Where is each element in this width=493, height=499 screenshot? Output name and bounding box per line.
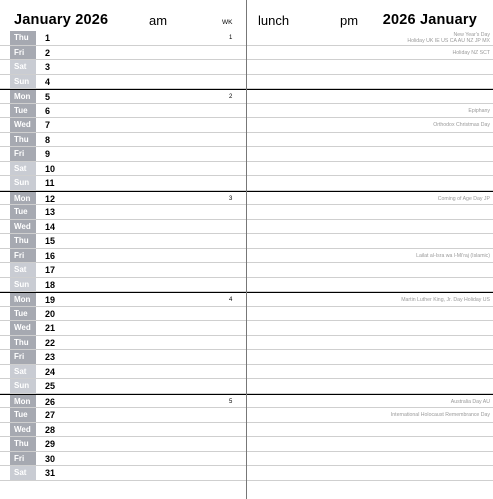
center-divider [246,0,247,499]
holiday-note: Holiday NZ SCT [452,49,490,56]
week-number: 1 [229,35,233,41]
day-of-week-label: Sun [10,75,36,89]
date-number: 22 [45,337,56,348]
day-of-week-label: Mon [10,395,36,408]
pm-label: pm [340,13,359,28]
date-number: 10 [45,163,56,174]
holiday-note: Lailat al-Isra wa l-Mi'raj (Islamic) [416,252,490,259]
date-number: 18 [45,279,56,290]
month-title-right: 2026 January [382,12,477,28]
day-of-week-label: Tue [10,104,36,118]
date-number: 3 [45,62,51,72]
day-of-week-label: Sat [10,466,36,480]
holiday-note: New Year's Day Holiday UK IE US CA AU NZ JP MX [407,32,490,44]
date-number: 1 [45,33,51,43]
day-of-week-label: Tue [10,205,36,219]
week-label: WK [222,19,233,26]
week-number: 2 [229,94,233,100]
date-number: 29 [45,439,56,449]
am-label: am [149,13,168,28]
day-of-week-label: Sun [10,379,36,393]
date-number: 13 [45,207,56,217]
date-number: 19 [45,295,56,305]
day-of-week-label: Thu [10,133,36,147]
date-number: 7 [45,120,51,130]
date-number: 21 [45,323,56,333]
date-number: 11 [45,178,55,188]
day-of-week-label: Mon [10,90,36,103]
day-of-week-label: Mon [10,293,36,306]
date-number: 31 [45,468,56,478]
day-of-week-label: Sun [10,278,36,292]
week-number: 4 [229,297,233,303]
date-number: 6 [45,105,51,116]
holiday-note: Coming of Age Day JP [437,195,490,202]
date-number: 26 [45,396,56,407]
date-number: 27 [45,410,56,420]
holiday-note: Martin Luther King, Jr. Day Holiday US [401,297,490,303]
date-number: 5 [45,92,51,102]
day-of-week-label: Sat [10,162,36,176]
date-number: 28 [45,424,56,435]
week-number: 5 [229,398,233,405]
date-number: 4 [45,76,51,87]
day-of-week-label: Wed [10,220,36,234]
date-number: 15 [45,236,56,246]
day-of-week-label: Fri [10,46,36,60]
date-number: 25 [45,381,56,391]
date-number: 8 [45,134,51,145]
date-number: 20 [45,308,56,319]
date-number: 24 [45,366,56,377]
date-number: 12 [45,193,56,204]
month-title-left: January 2026 [14,12,109,28]
holiday-note: Orthodox Christmas Day [433,122,490,128]
day-of-week-label: Thu [10,234,36,248]
day-of-week-label: Thu [10,31,36,45]
day-of-week-label: Sat [10,263,36,277]
day-of-week-label: Wed [10,118,36,132]
date-number: 2 [45,47,51,58]
date-number: 9 [45,149,51,159]
date-number: 23 [45,352,56,362]
lunch-label: lunch [258,13,290,28]
day-of-week-label: Fri [10,350,36,364]
day-of-week-label: Wed [10,321,36,335]
day-of-week-label: Tue [10,408,36,422]
day-of-week-label: Wed [10,423,36,437]
day-of-week-label: Thu [10,336,36,350]
holiday-note: Australia Day AU [450,398,490,405]
day-of-week-label: Sat [10,365,36,379]
date-number: 16 [45,250,56,261]
holiday-note: International Holocaust Remembrance Day [390,412,490,418]
day-of-week-label: Mon [10,192,36,205]
date-number: 17 [45,265,56,275]
day-of-week-label: Sun [10,176,36,190]
day-of-week-label: Fri [10,452,36,466]
day-of-week-label: Tue [10,307,36,321]
day-of-week-label: Thu [10,437,36,451]
holiday-note: Epiphany [468,107,490,114]
date-number: 14 [45,221,56,232]
day-of-week-label: Sat [10,60,36,74]
day-of-week-label: Fri [10,249,36,263]
week-number: 3 [229,195,233,202]
date-number: 30 [45,453,56,464]
day-of-week-label: Fri [10,147,36,161]
